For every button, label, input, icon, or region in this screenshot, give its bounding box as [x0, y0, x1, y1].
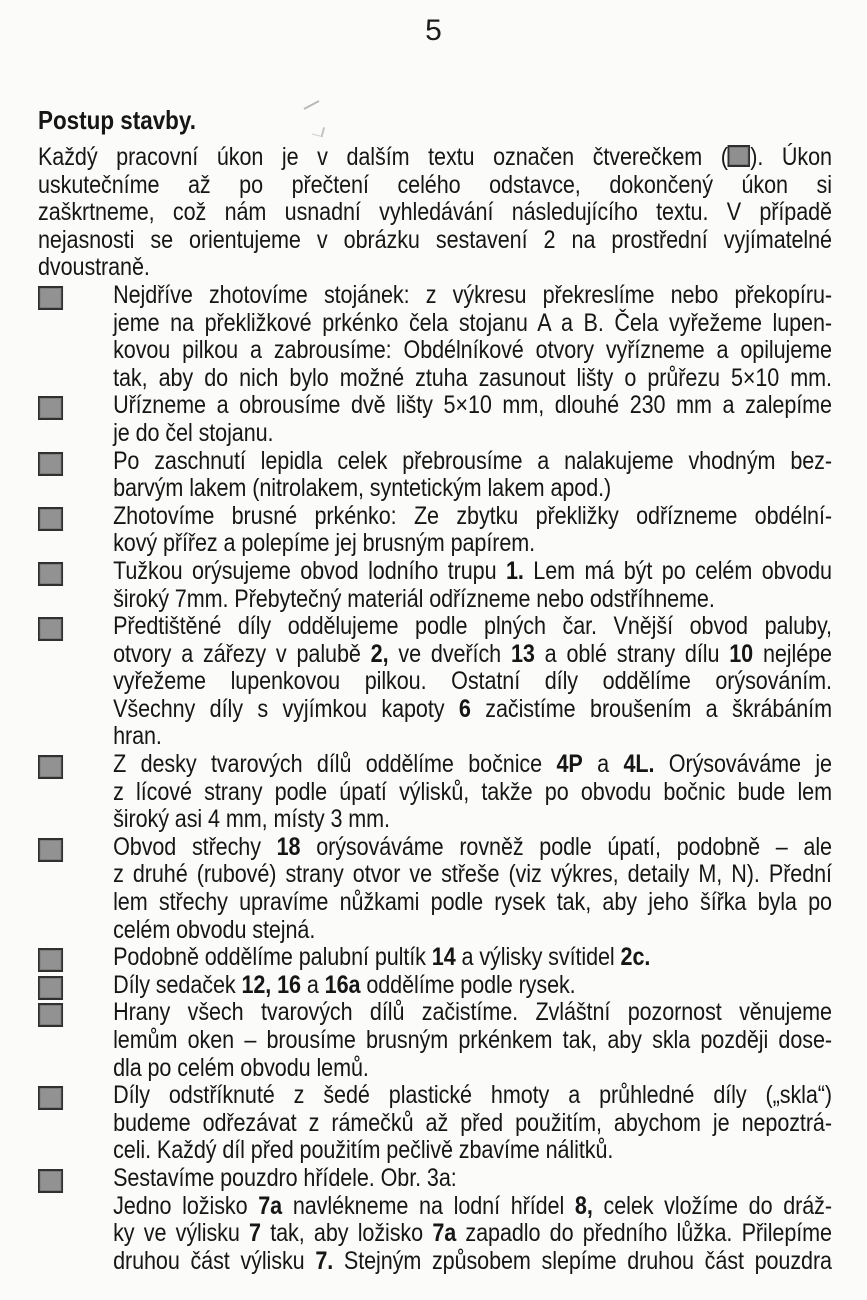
- text-line: otvory a zářezy v palubě 2, ve dveřích 13 a oblé strany dílu 10 nejlépe: [113, 639, 832, 668]
- instruction-item: [38, 392, 832, 447]
- text-line: široký asi 4 mm, místy 3 mm.: [113, 805, 390, 834]
- instruction-item: [38, 613, 832, 751]
- checkbox-square-icon: [38, 948, 63, 972]
- text-line: dla po celém obvodu lemů.: [113, 1053, 369, 1082]
- text-line: Hrany všech tvarových dílů začistíme. Zvláštní pozornost věnujeme: [113, 998, 832, 1027]
- instruction-text: [113, 751, 832, 834]
- intro-paragraph: [38, 144, 832, 282]
- checkbox-square-icon: [38, 976, 63, 1000]
- instruction-text: [113, 834, 832, 944]
- instruction-item: [38, 1165, 832, 1275]
- instruction-text: [113, 448, 832, 503]
- text-line: z lícové strany podle úpatí výlisků, takže po obvodu bočnic bude lem: [113, 777, 832, 806]
- checkbox-square-icon: [38, 617, 63, 641]
- text-line: dvoustraně.: [38, 253, 150, 282]
- text-line: barvým lakem (nitrolakem, syntetickým lakem apod.): [113, 474, 612, 503]
- checkbox-square-icon: [38, 507, 63, 531]
- instruction-item: [38, 972, 832, 1000]
- text-line: hran.: [113, 722, 162, 751]
- text-line: budeme odřezávat z rámečků až před použitím, abychom je nepoztrá-: [113, 1108, 832, 1137]
- text-line: Díly odstříknuté z šedé plastické hmoty a průhledné díly („skla“): [113, 1081, 832, 1110]
- instruction-text: [113, 503, 832, 558]
- text-line: Všechny díly s vyjímkou kapoty 6 začistíme broušením a škrábáním: [113, 694, 832, 723]
- text-line: uskutečníme až po přečtení celého odstavce, dokončený úkon si: [38, 170, 832, 199]
- page-number: 5: [425, 14, 442, 47]
- instruction-text: [113, 944, 832, 972]
- checkbox-square-icon: [38, 562, 63, 586]
- instruction-text: [113, 999, 832, 1082]
- text-line: zaškrtneme, což nám usnadní vyhledávání následujícího textu. V případě: [38, 198, 832, 227]
- text-line: Jedno ložisko 7a navlékneme na lodní hřídel 8, celek vložíme do dráž-: [113, 1191, 832, 1220]
- text-line: Podobně oddělíme palubní pultík 14 a výlisky svítidel 2c.: [113, 943, 651, 972]
- instruction-item: [38, 944, 832, 972]
- text-line: celém obvodu stejná.: [113, 915, 316, 944]
- text-line: lemům oken – brousíme brusným prkénkem tak, aby skla později dose-: [113, 1026, 832, 1054]
- instruction-list: [38, 282, 832, 1275]
- instruction-text: [113, 613, 832, 751]
- text-line: lem střechy upravíme nůžkami podle rysek tak, aby jeho šířka byla po: [113, 888, 832, 917]
- text-line: Po zaschnutí lepidla celek přebrousíme a nalakujeme vhodným bez-: [113, 446, 832, 475]
- checkbox-square-icon: [38, 286, 63, 310]
- text-line: tak, aby do nich bylo možné ztuha zasunout lišty o průřezu 5×10 mm.: [113, 363, 832, 392]
- text-line: vyřežeme lupenkovou pilkou. Ostatní díly oddělíme orýsováním.: [113, 667, 832, 696]
- text-line: Tužkou orýsujeme obvod lodního trupu 1. Lem má být po celém obvodu: [113, 556, 832, 585]
- text-line: Z desky tvarových dílů oddělíme bočnice 4P a 4L. Orýsováváme je: [113, 750, 832, 779]
- instruction-item: [38, 1082, 832, 1165]
- text-line: celi. Každý díl před použitím pečlivě zbavíme nálitků.: [113, 1136, 614, 1165]
- text-column: [38, 106, 832, 1275]
- text-line: kovou pilkou a zabrousíme: Obdélníkové otvory vyřízneme a opilujeme: [113, 336, 832, 365]
- text-line: kový přířez a polepíme jej brusným papírem.: [113, 529, 536, 558]
- text-line: ky ve výlisku 7 tak, aby ložisko 7a zapadlo do předního lůžka. Přilepíme: [113, 1219, 832, 1248]
- text-line: Předtištěné díly oddělujeme podle plných čar. Vnější obvod paluby,: [113, 612, 832, 641]
- text-line: Uřízneme a obrousíme dvě lišty 5×10 mm, dlouhé 230 mm a zalepíme: [113, 391, 832, 420]
- instruction-item: [38, 448, 832, 503]
- instruction-item: [38, 503, 832, 558]
- section-heading: Postup stavby.: [38, 105, 196, 135]
- text-line: Zhotovíme brusné prkénko: Ze zbytku překližky odřízneme obdélní-: [113, 501, 832, 530]
- text-line: nejasnosti se orientujeme v obrázku sestavení 2 na prostřední vyjímatelné: [38, 225, 832, 254]
- text-line: Nejdříve zhotovíme stojánek: z výkresu překreslíme nebo překopíru-: [113, 280, 832, 309]
- text-line: široký 7mm. Přebytečný materiál odřízneme nebo odstříhneme.: [113, 584, 715, 613]
- instruction-text: [113, 282, 832, 392]
- text-line: Každý pracovní úkon je v dalším textu označen čtverečkem ( ). Úkon: [38, 143, 832, 171]
- instruction-item: [38, 751, 832, 834]
- text-line: Sestavíme pouzdro hřídele. Obr. 3a:: [113, 1163, 457, 1192]
- instruction-item: [38, 282, 832, 392]
- instruction-item: [38, 834, 832, 944]
- instruction-text: [113, 558, 832, 613]
- text-line: druhou část výlisku 7. Stejným způsobem slepíme druhou část pouzdra: [113, 1246, 832, 1275]
- checkbox-square-icon: [38, 452, 63, 476]
- instruction-text: [113, 1165, 832, 1275]
- text-line: Obvod střechy 18 orýsováváme rovněž podle úpatí, podobně – ale: [113, 832, 832, 861]
- checkbox-square-icon: [38, 1169, 63, 1193]
- checkbox-square-icon: [38, 1003, 63, 1027]
- checkbox-square-inline-icon: [728, 145, 750, 167]
- checkbox-square-icon: [38, 755, 63, 779]
- checkbox-square-icon: [38, 1086, 63, 1110]
- instruction-text: [113, 1082, 832, 1165]
- checkbox-square-icon: [38, 396, 63, 420]
- checkbox-square-icon: [38, 838, 63, 862]
- instruction-item: [38, 999, 832, 1082]
- instruction-text: [113, 392, 832, 447]
- text-line: z druhé (rubové) strany otvor ve střeše (viz výkres, detaily M, N). Přední: [113, 860, 832, 889]
- text-line: jeme na překližkové prkénko čela stojanu A a B. Čela vyřežeme lupen-: [113, 308, 832, 337]
- text-line: Díly sedaček 12, 16 a 16a oddělíme podle rysek.: [113, 970, 576, 999]
- instruction-text: [113, 972, 832, 1000]
- instruction-item: [38, 558, 832, 613]
- text-line: je do čel stojanu.: [113, 418, 274, 447]
